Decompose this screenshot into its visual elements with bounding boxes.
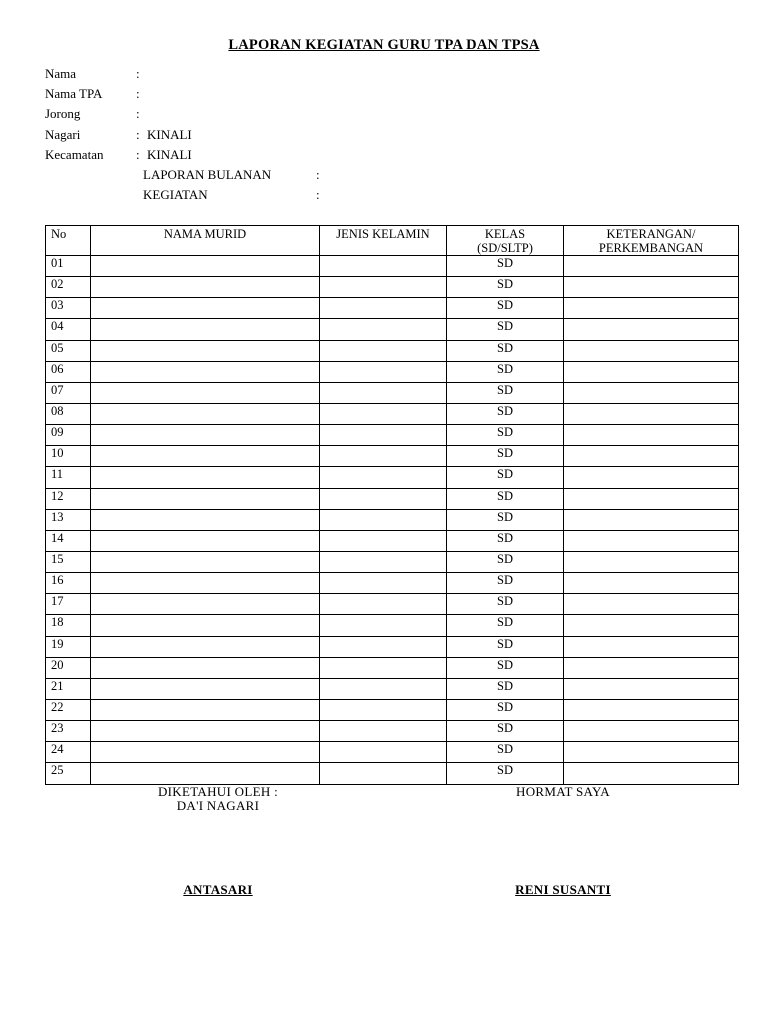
- cell-keterangan: [564, 594, 739, 615]
- cell-nama-murid: [91, 277, 320, 298]
- cell-no: 25: [46, 763, 91, 784]
- table-row: [46, 425, 739, 446]
- cell-nama-murid: [91, 657, 320, 678]
- table-row: [46, 509, 739, 530]
- info-label: LAPORAN BULANAN: [143, 166, 272, 182]
- cell-kelas: SD: [447, 721, 564, 742]
- cell-keterangan: [564, 678, 739, 699]
- info-colon: :: [316, 166, 320, 182]
- cell-jenis-kelamin: [320, 573, 447, 594]
- cell-kelas: SD: [447, 530, 564, 551]
- cell-keterangan: [564, 425, 739, 446]
- header-kelas-line2: (SD/SLTP): [477, 241, 533, 255]
- cell-keterangan: [564, 361, 739, 382]
- cell-kelas: SD: [447, 298, 564, 319]
- cell-nama-murid: [91, 551, 320, 572]
- cell-kelas: SD: [447, 509, 564, 530]
- signatory-left-name: ANTASARI: [183, 882, 253, 897]
- dai-nagari-label: DA'I NAGARI: [176, 798, 260, 813]
- info-row-indented: [45, 165, 645, 185]
- table-row: [46, 594, 739, 615]
- cell-kelas: SD: [447, 446, 564, 467]
- cell-nama-murid: [91, 298, 320, 319]
- cell-jenis-kelamin: [320, 446, 447, 467]
- cell-kelas: SD: [447, 742, 564, 763]
- cell-keterangan: [564, 763, 739, 784]
- cell-no: 09: [46, 425, 91, 446]
- cell-no: 22: [46, 699, 91, 720]
- cell-kelas: SD: [447, 361, 564, 382]
- info-row: [45, 104, 645, 124]
- cell-nama-murid: [91, 403, 320, 424]
- cell-jenis-kelamin: [320, 425, 447, 446]
- table-row: [46, 298, 739, 319]
- cell-jenis-kelamin: [320, 488, 447, 509]
- cell-keterangan: [564, 340, 739, 361]
- header-nama-murid: NAMA MURID: [91, 226, 320, 256]
- table-row: [46, 467, 739, 488]
- cell-nama-murid: [91, 319, 320, 340]
- cell-keterangan: [564, 403, 739, 424]
- table-row: [46, 340, 739, 361]
- table-row: [46, 678, 739, 699]
- cell-nama-murid: [91, 678, 320, 699]
- cell-nama-murid: [91, 425, 320, 446]
- cell-keterangan: [564, 551, 739, 572]
- cell-no: 18: [46, 615, 91, 636]
- cell-no: 19: [46, 636, 91, 657]
- cell-kelas: SD: [447, 551, 564, 572]
- cell-keterangan: [564, 256, 739, 277]
- cell-nama-murid: [91, 699, 320, 720]
- info-row: [45, 145, 645, 165]
- cell-no: 08: [46, 403, 91, 424]
- cell-jenis-kelamin: [320, 340, 447, 361]
- student-table: [45, 225, 739, 785]
- table-row: [46, 657, 739, 678]
- hormat-saya-label: HORMAT SAYA: [516, 784, 610, 799]
- info-section: [45, 64, 645, 205]
- cell-kelas: SD: [447, 403, 564, 424]
- cell-no: 05: [46, 340, 91, 361]
- cell-kelas: SD: [447, 699, 564, 720]
- cell-keterangan: [564, 615, 739, 636]
- cell-nama-murid: [91, 488, 320, 509]
- cell-kelas: SD: [447, 678, 564, 699]
- cell-no: 13: [46, 509, 91, 530]
- info-label: KEGIATAN: [143, 187, 208, 203]
- cell-no: 11: [46, 467, 91, 488]
- cell-kelas: SD: [447, 425, 564, 446]
- table-row: [46, 763, 739, 784]
- info-label: Nama TPA: [45, 86, 103, 102]
- cell-jenis-kelamin: [320, 277, 447, 298]
- cell-nama-murid: [91, 509, 320, 530]
- cell-jenis-kelamin: [320, 615, 447, 636]
- cell-jenis-kelamin: [320, 467, 447, 488]
- cell-no: 03: [46, 298, 91, 319]
- info-label: Nama: [45, 66, 77, 81]
- table-row: [46, 446, 739, 467]
- cell-kelas: SD: [447, 594, 564, 615]
- cell-no: 17: [46, 594, 91, 615]
- table-row: [46, 699, 739, 720]
- cell-nama-murid: [91, 636, 320, 657]
- cell-kelas: SD: [447, 657, 564, 678]
- cell-jenis-kelamin: [320, 763, 447, 784]
- table-row: [46, 615, 739, 636]
- cell-nama-murid: [91, 763, 320, 784]
- cell-no: 02: [46, 277, 91, 298]
- info-colon: :: [136, 126, 140, 142]
- header-keterangan-line1: KETERANGAN/: [606, 227, 696, 241]
- cell-kelas: SD: [447, 319, 564, 340]
- info-label: Jorong: [45, 106, 81, 122]
- cell-kelas: SD: [447, 615, 564, 636]
- signatory-right-name: RENI SUSANTI: [515, 882, 611, 897]
- cell-no: 21: [46, 678, 91, 699]
- info-row: [45, 64, 645, 84]
- cell-no: 01: [46, 256, 91, 277]
- cell-nama-murid: [91, 256, 320, 277]
- table-row: [46, 382, 739, 403]
- cell-kelas: SD: [447, 573, 564, 594]
- info-colon: :: [136, 66, 140, 81]
- cell-jenis-kelamin: [320, 382, 447, 403]
- table-row: [46, 488, 739, 509]
- cell-no: 16: [46, 573, 91, 594]
- cell-keterangan: [564, 446, 739, 467]
- cell-jenis-kelamin: [320, 298, 447, 319]
- table-row: [46, 319, 739, 340]
- header-jenis-kelamin: JENIS KELAMIN: [320, 226, 447, 256]
- cell-keterangan: [564, 298, 739, 319]
- cell-kelas: SD: [447, 277, 564, 298]
- header-no: No: [46, 226, 91, 256]
- cell-jenis-kelamin: [320, 361, 447, 382]
- cell-jenis-kelamin: [320, 530, 447, 551]
- cell-jenis-kelamin: [320, 551, 447, 572]
- cell-keterangan: [564, 573, 739, 594]
- cell-nama-murid: [91, 446, 320, 467]
- cell-jenis-kelamin: [320, 636, 447, 657]
- table-row: [46, 403, 739, 424]
- known-by-label: DIKETAHUI OLEH :: [157, 784, 278, 799]
- header-keterangan: [564, 226, 739, 256]
- table-row: [46, 256, 739, 277]
- table-row: [46, 636, 739, 657]
- cell-keterangan: [564, 636, 739, 657]
- cell-keterangan: [564, 467, 739, 488]
- cell-keterangan: [564, 721, 739, 742]
- header-kelas: [447, 226, 564, 256]
- cell-jenis-kelamin: [320, 721, 447, 742]
- cell-kelas: SD: [447, 488, 564, 509]
- cell-no: 06: [46, 361, 91, 382]
- cell-keterangan: [564, 509, 739, 530]
- cell-keterangan: [564, 319, 739, 340]
- cell-keterangan: [564, 742, 739, 763]
- info-row: [45, 84, 645, 104]
- info-row-indented: [45, 185, 645, 205]
- cell-no: 04: [46, 319, 91, 340]
- info-value: KINALI: [147, 146, 192, 162]
- cell-nama-murid: [91, 467, 320, 488]
- table-row: [46, 277, 739, 298]
- cell-nama-murid: [91, 530, 320, 551]
- info-row: [45, 125, 645, 145]
- cell-jenis-kelamin: [320, 594, 447, 615]
- cell-nama-murid: [91, 573, 320, 594]
- cell-keterangan: [564, 277, 739, 298]
- cell-no: 12: [46, 488, 91, 509]
- cell-nama-murid: [91, 721, 320, 742]
- cell-jenis-kelamin: [320, 256, 447, 277]
- info-label: Kecamatan: [45, 146, 104, 162]
- cell-keterangan: [564, 530, 739, 551]
- cell-keterangan: [564, 657, 739, 678]
- cell-jenis-kelamin: [320, 509, 447, 530]
- header-kelas-line1: KELAS: [484, 227, 526, 241]
- info-value: KINALI: [147, 126, 192, 142]
- table-row: [46, 742, 739, 763]
- cell-keterangan: [564, 699, 739, 720]
- table-row: [46, 573, 739, 594]
- table-row: [46, 551, 739, 572]
- cell-no: 15: [46, 551, 91, 572]
- header-keterangan-line2: PERKEMBANGAN: [598, 241, 704, 255]
- cell-keterangan: [564, 382, 739, 403]
- cell-kelas: SD: [447, 467, 564, 488]
- cell-kelas: SD: [447, 256, 564, 277]
- cell-no: 23: [46, 721, 91, 742]
- cell-no: 07: [46, 382, 91, 403]
- cell-nama-murid: [91, 340, 320, 361]
- document-title: LAPORAN KEGIATAN GURU TPA DAN TPSA: [228, 37, 540, 53]
- table-row: [46, 530, 739, 551]
- cell-nama-murid: [91, 615, 320, 636]
- info-colon: :: [136, 106, 140, 122]
- table-row: [46, 721, 739, 742]
- cell-nama-murid: [91, 594, 320, 615]
- cell-nama-murid: [91, 742, 320, 763]
- cell-no: 10: [46, 446, 91, 467]
- info-label: Nagari: [45, 126, 81, 142]
- cell-kelas: SD: [447, 763, 564, 784]
- cell-no: 14: [46, 530, 91, 551]
- cell-no: 20: [46, 657, 91, 678]
- cell-kelas: SD: [447, 636, 564, 657]
- table-header-row: [46, 226, 739, 256]
- cell-kelas: SD: [447, 340, 564, 361]
- table-row: [46, 361, 739, 382]
- cell-jenis-kelamin: [320, 403, 447, 424]
- cell-nama-murid: [91, 361, 320, 382]
- cell-no: 24: [46, 742, 91, 763]
- cell-keterangan: [564, 488, 739, 509]
- info-colon: :: [136, 86, 140, 102]
- cell-jenis-kelamin: [320, 742, 447, 763]
- info-colon: :: [316, 187, 320, 203]
- info-colon: :: [136, 146, 140, 162]
- cell-jenis-kelamin: [320, 699, 447, 720]
- cell-nama-murid: [91, 382, 320, 403]
- cell-jenis-kelamin: [320, 657, 447, 678]
- cell-jenis-kelamin: [320, 678, 447, 699]
- cell-kelas: SD: [447, 382, 564, 403]
- cell-jenis-kelamin: [320, 319, 447, 340]
